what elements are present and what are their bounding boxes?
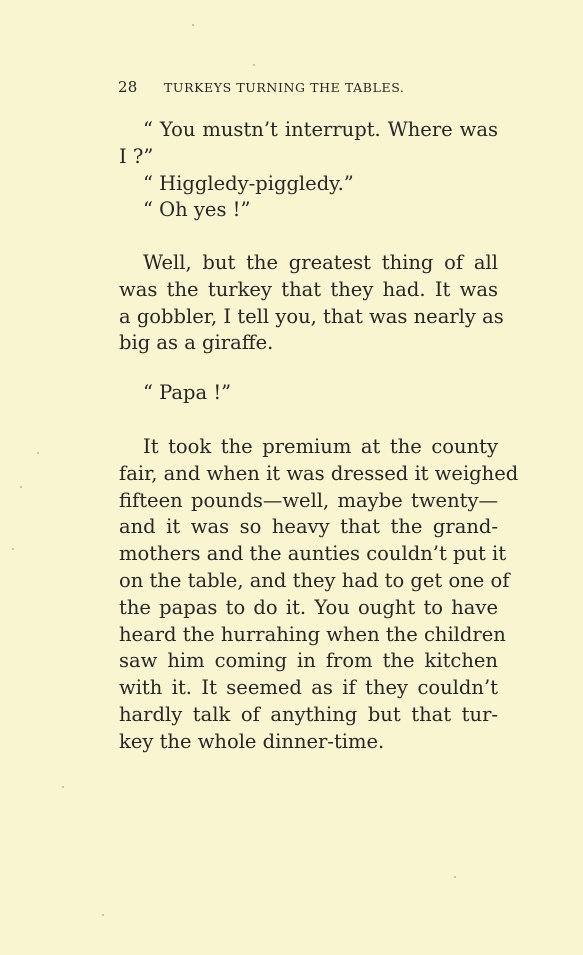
paragraph-premium xyxy=(119,434,519,756)
exclamation-text: “ Papa !” xyxy=(143,381,232,404)
paper-speck xyxy=(102,914,104,916)
paper-speck xyxy=(37,452,39,454)
dialogue-line: “ Oh yes !” xyxy=(143,198,251,222)
paragraph-line: big as a giraffe. xyxy=(119,331,274,355)
paragraph-line: and it was so heavy that the grand- xyxy=(119,515,498,539)
paragraph-line: saw him coming in from the kitchen xyxy=(119,649,498,673)
paragraph-line: It took the premium at the county xyxy=(143,435,498,458)
paragraph-giraffe xyxy=(119,250,504,357)
running-title: TURKEYS TURNING THE TABLES. xyxy=(164,80,405,95)
paragraph-line: with it. It seemed as if they couldn’t xyxy=(119,676,498,700)
page-number: 28 xyxy=(118,78,138,96)
paragraph-line: on the table, and they had to get one of xyxy=(119,568,510,592)
paragraph-line: key the whole dinner-time. xyxy=(119,729,385,753)
paragraph-line: was the turkey that they had. It was xyxy=(119,277,498,301)
paragraph-line: fifteen pounds—well, maybe twenty— xyxy=(119,488,498,512)
paper-speck xyxy=(12,548,14,550)
paragraph-line: a gobbler, I tell you, that was nearly as xyxy=(119,304,504,328)
dialogue-block xyxy=(119,117,498,224)
paper-speck xyxy=(62,786,64,788)
exclamation-line xyxy=(119,380,498,407)
paper-speck xyxy=(454,876,456,878)
paper-speck xyxy=(253,64,255,66)
paragraph-line: Well, but the greatest thing of all xyxy=(143,251,498,274)
dialogue-line: “ You mustn’t interrupt. Where was xyxy=(143,118,498,141)
running-head xyxy=(118,78,458,96)
dialogue-line: “ Higgledy-piggledy.” xyxy=(143,171,354,195)
paragraph-line: hardly talk of anything but that tur- xyxy=(119,702,498,726)
paper-speck xyxy=(192,24,194,26)
paragraph-line: the papas to do it. You ought to have xyxy=(119,595,498,619)
dialogue-line: I ?” xyxy=(119,144,154,168)
paper-speck xyxy=(20,486,22,488)
paragraph-line: heard the hurrahing when the children xyxy=(119,622,506,646)
paragraph-line: mothers and the aunties couldn’t put it xyxy=(119,542,507,566)
paragraph-line: fair, and when it was dressed it weighed xyxy=(119,461,519,485)
